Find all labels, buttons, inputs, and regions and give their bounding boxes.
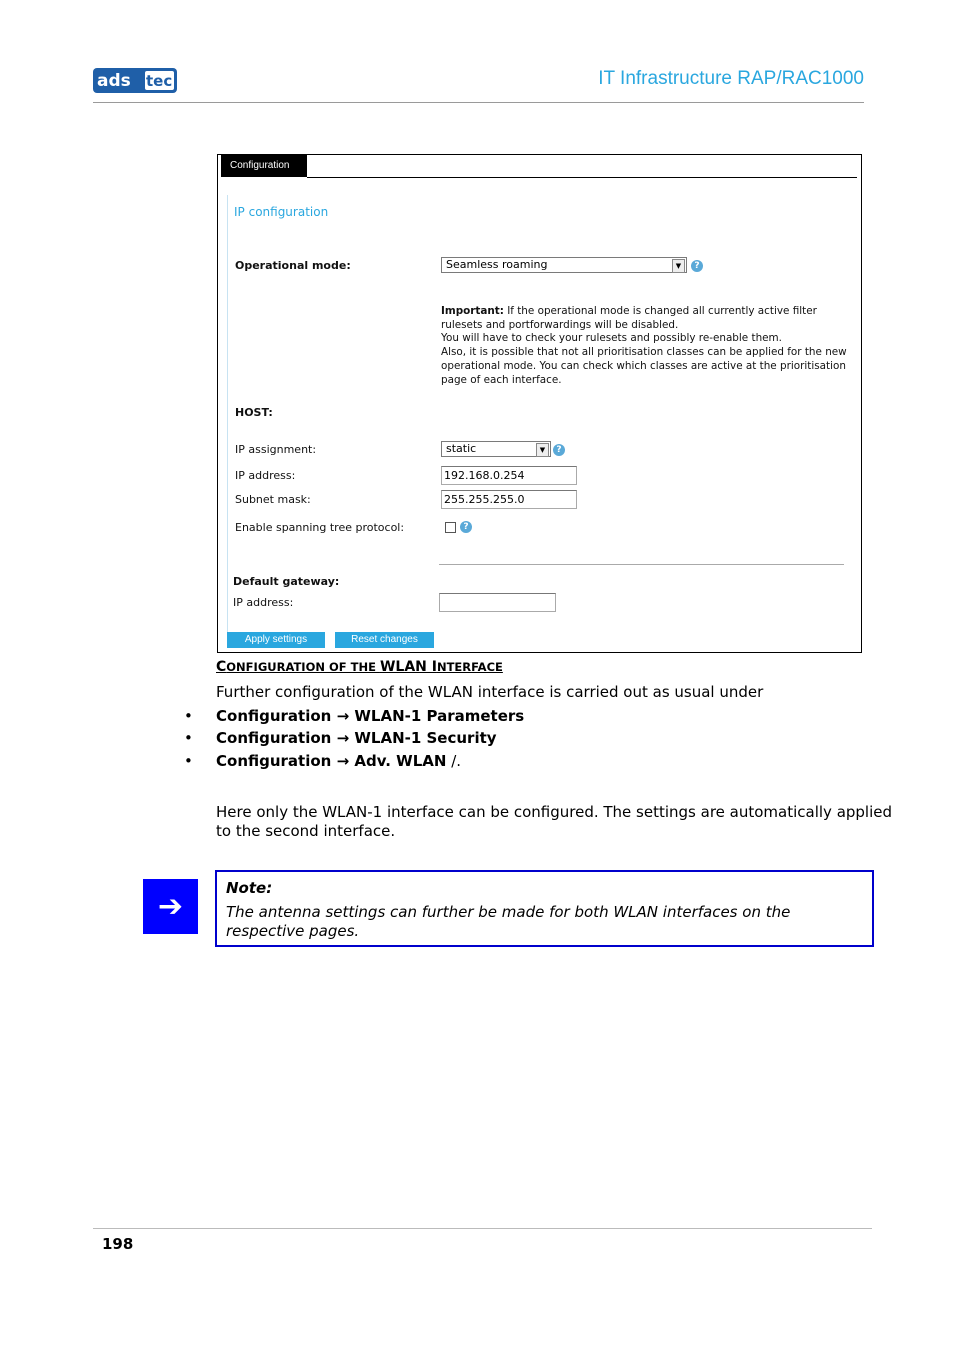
ip-assignment-label: IP assignment:: [235, 443, 317, 456]
reset-changes-button[interactable]: Reset changes: [335, 632, 434, 648]
heading-part: WLAN I: [379, 659, 437, 675]
content-border: [227, 195, 228, 643]
bullet-icon: •: [184, 707, 193, 725]
intro-paragraph: Further configuration of the WLAN interface is carried out as usual under: [216, 683, 764, 701]
list-item-suffix: /.: [446, 752, 462, 770]
svg-text:ads: ads: [97, 71, 131, 91]
important-text-1: If the operational mode is changed all currently active filter rulesets and portforwardings will be disabled.: [441, 305, 817, 331]
ip-configuration-title: IP configuration: [234, 205, 329, 219]
gateway-ip-input[interactable]: [439, 593, 556, 612]
arrow-right-icon: ➔: [143, 879, 198, 934]
operational-mode-warning: [441, 305, 859, 387]
list-item: [216, 752, 461, 770]
apply-settings-button[interactable]: Apply settings: [227, 632, 325, 648]
list-item-text: Configuration → WLAN-1 Parameters: [216, 707, 525, 725]
heading-part: NTERFACE: [436, 660, 503, 674]
spanning-tree-checkbox[interactable]: [445, 522, 456, 533]
tab-divider: [307, 177, 857, 178]
wlan-paragraph-line-2: to the second interface.: [216, 822, 396, 840]
page-number: 198: [102, 1235, 134, 1253]
operational-mode-label: Operational mode:: [235, 259, 351, 272]
document-title: IT Infrastructure RAP/RAC1000: [598, 68, 864, 89]
ip-address-input[interactable]: 192.168.0.254: [441, 466, 577, 485]
adstec-logo: [93, 68, 177, 93]
heading-part: ONFIGURATION OF THE: [226, 660, 380, 674]
list-item-text: Configuration → WLAN-1 Security: [216, 729, 497, 747]
ip-address-label: IP address:: [235, 469, 296, 482]
header-divider: [93, 102, 864, 103]
important-text-2: You will have to check your rulesets and possibly re-enable them.: [441, 332, 782, 345]
list-item: [216, 707, 524, 725]
tab-configuration[interactable]: Configuration: [221, 155, 307, 177]
operational-mode-value: Seamless roaming: [446, 258, 548, 271]
operational-mode-select[interactable]: [441, 257, 687, 273]
default-gateway-label: Default gateway:: [233, 575, 340, 588]
help-icon[interactable]: ?: [460, 521, 472, 533]
heading-part: C: [216, 659, 227, 675]
subnet-mask-input[interactable]: 255.255.255.0: [441, 490, 577, 509]
bullet-icon: •: [184, 752, 193, 770]
help-icon[interactable]: ?: [553, 444, 565, 456]
help-icon[interactable]: ?: [691, 260, 703, 272]
note-text: The antenna settings can further be made for both WLAN interfaces on the respective pages.: [226, 903, 791, 940]
gateway-ip-label: IP address:: [233, 596, 294, 609]
section-separator: [439, 564, 844, 565]
wlan-paragraph-line-1: Here only the WLAN-1 interface can be configured. The settings are automatically applied: [216, 803, 893, 821]
dropdown-arrow-icon: ▼: [536, 443, 549, 457]
footer-divider: [93, 1228, 872, 1229]
bullet-icon: •: [184, 729, 193, 747]
svg-text:tec: tec: [146, 72, 173, 90]
note-title: Note:: [226, 879, 273, 897]
list-item: [216, 729, 497, 747]
section-heading: [216, 659, 503, 675]
ip-assignment-value: static: [446, 442, 477, 455]
important-text-3: Also, it is possible that not all prioritisation classes can be applied for the new operational mode. You can check which classes are active at the prioritisation page of each interface.: [441, 346, 847, 386]
dropdown-arrow-icon: ▼: [672, 259, 685, 273]
spanning-tree-label: Enable spanning tree protocol:: [235, 521, 405, 534]
configuration-screenshot: [217, 154, 862, 653]
note-box: [215, 870, 874, 947]
ip-assignment-select[interactable]: [441, 441, 551, 457]
host-label: HOST:: [235, 406, 273, 419]
important-label: Important:: [441, 305, 504, 317]
list-item-text: Configuration → Adv. WLAN: [216, 752, 447, 770]
subnet-mask-label: Subnet mask:: [235, 493, 311, 506]
